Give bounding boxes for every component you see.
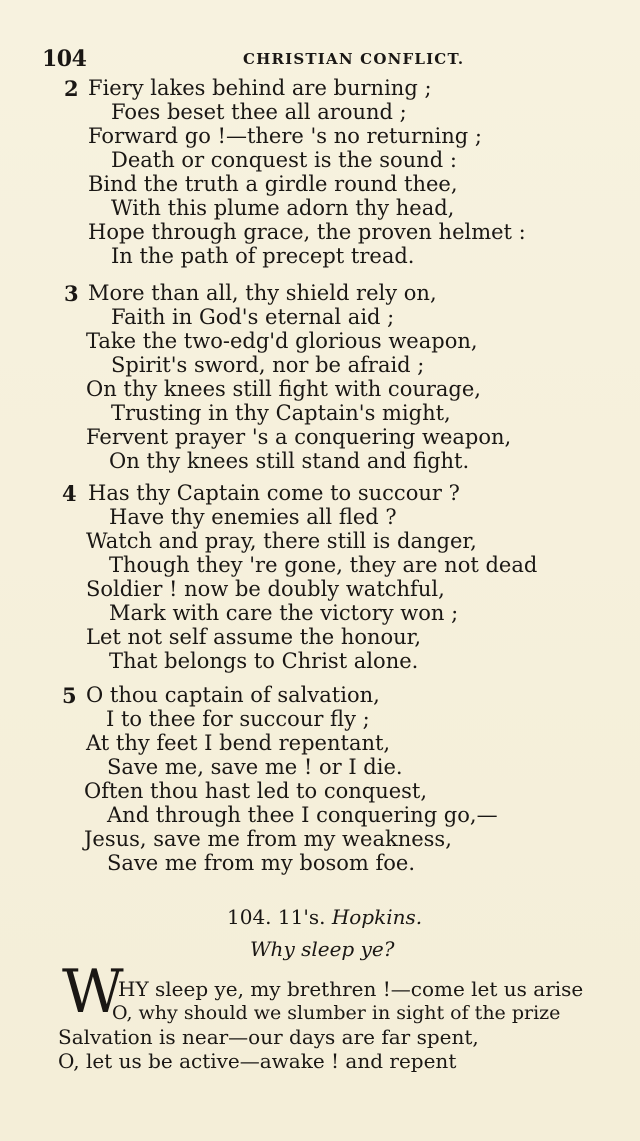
verse-line: Faith in God's eternal aid ; (111, 305, 395, 329)
hymn-line: HY sleep ye, my brethren !—come let us arise (118, 977, 584, 1001)
verse-line: Though they 're gone, they are not dead (109, 553, 538, 577)
verse-line: With this plume adorn thy head, (111, 196, 455, 220)
verse-line: Soldier ! now be doubly watchful, (86, 577, 445, 601)
verse-line: On thy knees still fight with courage, (86, 377, 481, 401)
hymn-number-meter: 104. 11's. (227, 905, 326, 929)
hymn-line: O, why should we slumber in sight of the prize (112, 1002, 561, 1024)
verse-line: O thou captain of salvation, (86, 683, 380, 707)
verse-line: Death or conquest is the sound : (111, 148, 457, 172)
hymn-author: Hopkins. (331, 905, 423, 929)
verse-number: 5 (62, 683, 77, 708)
verse-line: Have thy enemies all fled ? (109, 505, 397, 529)
verse-line: Has thy Captain come to succour ? (88, 481, 460, 505)
verse-line: Save me, save me ! or I die. (107, 755, 403, 779)
verse-number: 4 (62, 481, 77, 506)
verse-line: That belongs to Christ alone. (109, 649, 419, 673)
verse-line: Forward go !—there 's no returning ; (88, 124, 482, 148)
verse-line: Often thou hast led to conquest, (84, 779, 428, 803)
verse-line: In the path of precept tread. (111, 244, 415, 268)
verse-line: Trusting in thy Captain's might, (111, 401, 451, 425)
verse-line: More than all, thy shield rely on, (88, 281, 437, 305)
hymn-line: Salvation is near—our days are far spent, (58, 1025, 479, 1049)
page-header (42, 46, 602, 72)
verse-line: Let not self assume the honour, (86, 625, 422, 649)
page-number: 104 (42, 46, 87, 72)
verse-line: At thy feet I bend repentant, (86, 731, 391, 755)
drop-cap: W (62, 957, 124, 1027)
verse-line: Foes beset thee all around ; (111, 100, 407, 124)
hymn-title (227, 905, 422, 929)
verse-line: On thy knees still stand and fight. (109, 449, 470, 473)
verse-number: 3 (64, 281, 79, 306)
verse-line: Fiery lakes behind are burning ; (88, 76, 432, 100)
verse-line: Save me from my bosom foe. (107, 851, 415, 875)
verse-line: Fervent prayer 's a conquering weapon, (86, 425, 512, 449)
verse-number: 2 (64, 76, 79, 101)
verse-line: And through thee I conquering go,— (107, 803, 498, 827)
hymn-line: O, let us be active—awake ! and repent (58, 1049, 457, 1073)
verse-line: Mark with care the victory won ; (109, 601, 459, 625)
verse-line: Bind the truth a girdle round thee, (88, 172, 458, 196)
hymn-subtitle: Why sleep ye? (250, 937, 395, 961)
verse-line: Spirit's sword, nor be afraid ; (111, 353, 425, 377)
verse-line: Jesus, save me from my weakness, (84, 827, 452, 851)
verse-line: Watch and pray, there still is danger, (86, 529, 477, 553)
running-title: CHRISTIAN CONFLICT. (243, 50, 465, 68)
verse-line: I to thee for succour fly ; (106, 707, 370, 731)
verse-line: Take the two-edg'd glorious weapon, (86, 329, 478, 353)
verse-line: Hope through grace, the proven helmet : (88, 220, 526, 244)
